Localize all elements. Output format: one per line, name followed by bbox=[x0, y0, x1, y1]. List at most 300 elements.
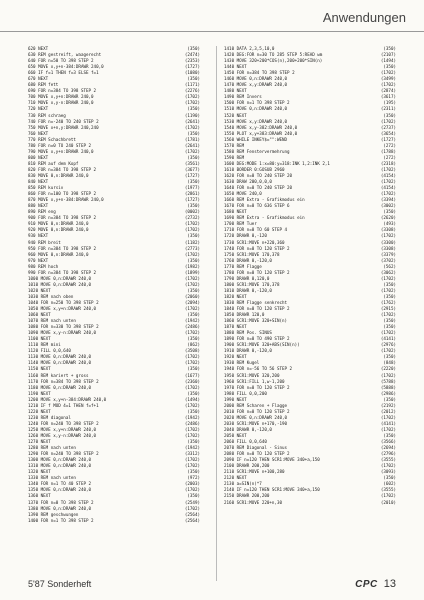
code-text: 1780 FOR n=0 TO 120 STEP 2 bbox=[224, 269, 290, 275]
code-text: 670 NEXT bbox=[28, 76, 49, 82]
checksum: (1702) bbox=[184, 330, 200, 336]
checksum: (1727) bbox=[184, 172, 200, 178]
checksum: (2353) bbox=[184, 58, 200, 64]
checksum: (3654) bbox=[380, 130, 396, 136]
listing-column-left bbox=[28, 46, 200, 524]
checksum: (1788) bbox=[380, 148, 396, 154]
code-text: 1860 SCR1:MOVE 320+SIN(n) bbox=[224, 318, 288, 324]
code-text: 1380 MOVE 0,n:DRAWR 240,0 bbox=[28, 505, 92, 511]
code-text: 2040 DRAWR 0,-120,0 bbox=[224, 426, 272, 432]
code-text: 1160 REM kariert + gross bbox=[28, 372, 89, 378]
code-text: 720 NEXT bbox=[28, 106, 49, 112]
checksum: (1494) bbox=[184, 396, 200, 402]
code-text: 1310 MOVE 0,n:DRAWR 240,0 bbox=[28, 463, 92, 469]
checksum: (1702) bbox=[184, 227, 200, 233]
checksum: (350) bbox=[187, 312, 200, 318]
checksum: (350) bbox=[187, 408, 200, 414]
footer-right bbox=[355, 578, 396, 590]
checksum: (3555) bbox=[380, 487, 396, 493]
checksum: (350) bbox=[187, 287, 200, 293]
code-text: 1430 MOVE 320+200*COS(n),200+200*SIN(n) bbox=[224, 58, 323, 64]
checksum: (1702) bbox=[380, 275, 396, 281]
code-text: 1590 REM bbox=[224, 154, 245, 160]
code-text: 1370 FOR n=0 TO 398 STEP 2 bbox=[28, 499, 94, 505]
checksum: (1702) bbox=[184, 275, 200, 281]
code-text: 800 NEXT bbox=[28, 154, 49, 160]
code-text: 1100 NEXT bbox=[28, 336, 51, 342]
checksum: (2486) bbox=[184, 324, 200, 330]
checksum: (2060) bbox=[184, 293, 200, 299]
checksum: (3702) bbox=[380, 257, 396, 263]
code-text: 660 IF f=1 THEN f=3 ELSE f=1 bbox=[28, 70, 99, 76]
checksum: (1702) bbox=[184, 94, 200, 100]
code-text: 1750 SCR1:MOVE 170,378 bbox=[224, 251, 280, 257]
code-text: 1510 MOVE 0,n:DRAWR 240,0 bbox=[224, 106, 288, 112]
code-text: 2140 IF n=120 THEN SCR1:MOVE 340+a,150 bbox=[224, 487, 320, 493]
checksum: (350) bbox=[383, 46, 396, 51]
checksum: (3617) bbox=[380, 94, 396, 100]
code-text: 2010 FOR n=0 TO 120 STEP 2 bbox=[224, 408, 290, 414]
checksum: (1702) bbox=[184, 306, 200, 312]
code-text: 850 REM kursiv bbox=[28, 185, 64, 191]
code-text: 820 FOR n=384 TO 398 STEP 2 bbox=[28, 166, 97, 172]
checksum: (2564) bbox=[184, 517, 200, 523]
checksum: (3555) bbox=[380, 457, 396, 463]
checksum: (1982) bbox=[184, 263, 200, 269]
checksum: (1702) bbox=[380, 348, 396, 354]
code-text: 1210 IF f MOD 4=1 THEN f=f+1 bbox=[28, 402, 99, 408]
code-text: 1170 FOR n=384 TO 398 STEP 2 bbox=[28, 378, 99, 384]
checksum: (350) bbox=[383, 64, 396, 70]
checksum: (848) bbox=[383, 360, 396, 366]
code-text: 700 MOVE x,y+n:DRAWR 240,0 bbox=[28, 94, 94, 100]
checksum: (3308) bbox=[380, 245, 396, 251]
code-text: 1260 MOVE x,y-n:DRAWR 240,0 bbox=[28, 433, 97, 438]
code-text: 1740 FOR n=0 TO 120 STEP 2 bbox=[224, 245, 290, 251]
checksum: (5788) bbox=[380, 378, 396, 384]
header-rule bbox=[0, 31, 424, 32]
checksum: (1942) bbox=[184, 414, 200, 420]
checksum: (350) bbox=[383, 293, 396, 299]
code-text: 1280 REM nach unten bbox=[28, 445, 76, 451]
checksum: (5888) bbox=[380, 384, 396, 390]
checksum: (1727) bbox=[184, 64, 200, 70]
code-text: 1700 REM Tuer bbox=[224, 221, 257, 227]
code-text: 2100 DRAWR 200,200 bbox=[224, 463, 270, 469]
code-text: 1120 FILL 0,0,640 bbox=[28, 348, 71, 354]
code-text: 1050 MOVE x,y+n:DRAWR 240,0 bbox=[28, 306, 97, 312]
checksum: (2915) bbox=[380, 306, 396, 312]
code-text: 630 REM gestreift, waagerecht bbox=[28, 52, 102, 58]
code-text: 760 NEXT bbox=[28, 130, 49, 136]
checksum: (1702) bbox=[184, 100, 200, 106]
code-text: 1490 REM Invers bbox=[224, 94, 262, 100]
code-text: 1670 FOR n=0 TO 636 STEP 6 bbox=[224, 203, 290, 209]
code-text: 1390 REM geschwungen bbox=[28, 511, 79, 517]
checksum: (1977) bbox=[184, 185, 200, 191]
code-text: 1760 DRAWR 0,-120,0 bbox=[224, 257, 272, 263]
checksum: (1702) bbox=[380, 70, 396, 76]
code-text: 2050 NEXT bbox=[224, 433, 247, 438]
checksum: (2220) bbox=[380, 366, 396, 372]
checksum: (2094) bbox=[184, 299, 200, 305]
code-text: 1230 REM diagonal bbox=[28, 414, 71, 420]
checksum: (2796) bbox=[380, 451, 396, 457]
checksum: (4141) bbox=[380, 420, 396, 426]
code-text: 1140 MOVE 0,n:DRAWR 240,0 bbox=[28, 360, 92, 366]
code-text: 1630 DRAW 200,0,0,0 bbox=[224, 179, 272, 185]
checksum: (350) bbox=[187, 390, 200, 396]
checksum: (3561) bbox=[184, 160, 200, 166]
checksum: (1781) bbox=[184, 136, 200, 142]
code-text: 810 REM auf dem Kopf bbox=[28, 160, 79, 166]
checksum: (1762) bbox=[380, 299, 396, 305]
code-text: 1900 SCR1:MOVE 320+ABS(SIN(n)) bbox=[224, 342, 300, 348]
code-text: 1650 MOVE 240,0 bbox=[224, 191, 262, 197]
checksum: (2012) bbox=[380, 408, 396, 414]
code-text: 1540 MOVE x,y-382:DRAWR 240,0 bbox=[224, 124, 298, 130]
checksum: (1702) bbox=[380, 179, 396, 185]
checksum: (350) bbox=[187, 179, 200, 185]
checksum: (3566) bbox=[380, 439, 396, 445]
checksum: (493) bbox=[383, 221, 396, 227]
code-text: 870 MOVE x,y+n-384:DRAWR 240,0 bbox=[28, 197, 104, 203]
checksum: (1702) bbox=[184, 281, 200, 287]
checksum: (2311) bbox=[380, 106, 396, 112]
code-text: 1070 REM nach unten bbox=[28, 318, 76, 324]
checksum: (350) bbox=[383, 396, 396, 402]
checksum: (4141) bbox=[380, 336, 396, 342]
checksum: (562) bbox=[383, 263, 396, 269]
checksum: (1702) bbox=[184, 221, 200, 227]
checksum: (2732) bbox=[184, 215, 200, 221]
checksum: (1702) bbox=[184, 402, 200, 408]
code-text: 1470 MOVE x,y:DRAWR 240,0 bbox=[224, 82, 288, 88]
code-text: 2110 SCR1:MOVE n+100,280 bbox=[224, 469, 285, 475]
code-text: 1970 FOR n=0 TO 120 STEP 2 bbox=[224, 384, 290, 390]
code-text: 750 MOVE x+n,y:DRAWR 240,240 bbox=[28, 124, 99, 130]
code-text: 1940 FOR n=-56 TO 56 STEP 2 bbox=[224, 366, 293, 372]
checksum: (972) bbox=[187, 475, 200, 481]
code-text: 890 REM eng bbox=[28, 209, 56, 215]
checksum: (1702) bbox=[184, 487, 200, 493]
code-text: 1830 REM Flagge senkrecht bbox=[224, 299, 288, 305]
code-text: 1920 NEXT bbox=[224, 354, 247, 360]
code-text: 1360 NEXT bbox=[28, 493, 51, 499]
checksum: (2976) bbox=[380, 342, 396, 348]
code-text: 980 REM hoch bbox=[28, 263, 59, 269]
code-text: 860 FOR n=100 TO 398 STEP 2 bbox=[28, 191, 97, 197]
code-text: 1300 MOVE 0,n:DRAWR 240,0 bbox=[28, 457, 92, 463]
checksum: (3677) bbox=[184, 166, 200, 172]
checksum: (1702) bbox=[184, 457, 200, 463]
checksum: (350) bbox=[187, 336, 200, 342]
checksum: (1702) bbox=[380, 166, 396, 172]
checksum: (350) bbox=[187, 76, 200, 82]
code-text: 920 MOVE 0,n:DRAWR 240,0 bbox=[28, 227, 89, 233]
checksum: (3093) bbox=[380, 469, 396, 475]
code-text: 1720 DRAWR 0,-120 bbox=[224, 233, 267, 239]
code-text: 1090 MOVE x,y-n:DRAWR 240,0 bbox=[28, 330, 97, 336]
code-text: 2150 DRAWR 200,200 bbox=[224, 493, 270, 499]
checksum: (2773) bbox=[184, 245, 200, 251]
checksum: (350) bbox=[187, 439, 200, 445]
checksum: (350) bbox=[187, 233, 200, 239]
checksum: (2107) bbox=[380, 52, 396, 58]
code-text: 1800 SCR1:MOVE 170,378 bbox=[224, 281, 280, 287]
checksum: (350) bbox=[187, 154, 200, 160]
checksum: (350) bbox=[383, 354, 396, 360]
checksum: (195) bbox=[383, 100, 396, 106]
code-text: 1020 NEXT bbox=[28, 287, 51, 293]
checksum: (1702) bbox=[380, 191, 396, 197]
checksum: (350) bbox=[187, 130, 200, 136]
code-text: 690 FOR n=384 TO 398 STEP 2 bbox=[28, 88, 97, 94]
checksum: (1702) bbox=[184, 505, 200, 511]
checksum: (2641) bbox=[184, 142, 200, 148]
checksum: (2620) bbox=[380, 215, 396, 221]
checksum: (1190) bbox=[184, 112, 200, 118]
code-text: 1180 MOVE 0,n:DRAWR 240,0 bbox=[28, 384, 92, 390]
checksum: (1702) bbox=[184, 426, 200, 432]
checksum: (1702) bbox=[380, 330, 396, 336]
code-text: 960 MOVE 0,n:DRAWR 240,0 bbox=[28, 251, 89, 257]
checksum: (2360) bbox=[184, 378, 200, 384]
code-text: 940 REM breit bbox=[28, 239, 61, 245]
code-text: 1030 REM nach oben bbox=[28, 293, 74, 299]
code-text: 950 FOR n=384 TO 398 STEP 2 bbox=[28, 245, 97, 251]
code-text: 1480 NEXT bbox=[224, 88, 247, 94]
checksum: (1677) bbox=[184, 372, 200, 378]
code-text: 1870 NEXT bbox=[224, 324, 247, 330]
checksum: (3002) bbox=[380, 203, 396, 209]
checksum: (3312) bbox=[184, 451, 200, 457]
issue-label: 5'87 Sonderheft bbox=[28, 579, 92, 589]
code-text: 910 MOVE 0,n:DRAWR 240,0 bbox=[28, 221, 89, 227]
code-text: 1320 NEXT bbox=[28, 469, 51, 475]
checksum: (1702) bbox=[184, 384, 200, 390]
code-text: 840 NEXT bbox=[28, 179, 49, 185]
code-text: 1950 SCR1:MOVE 320,200 bbox=[224, 372, 280, 378]
code-text: 1820 NEXT bbox=[224, 293, 247, 299]
checksum: (2010) bbox=[380, 499, 396, 505]
page-number: 13 bbox=[383, 578, 396, 590]
code-text: 1930 REM Kugel bbox=[224, 360, 260, 366]
checksum: (3394) bbox=[380, 197, 396, 203]
code-text: 1680 NEXT bbox=[224, 209, 247, 215]
code-text: 1040 FOR n=250 TO 398 STEP 2 bbox=[28, 299, 99, 305]
checksum: (2318) bbox=[380, 160, 396, 166]
checksum: (1702) bbox=[380, 233, 396, 239]
code-text: 970 NEXT bbox=[28, 257, 49, 263]
checksum: (1702) bbox=[380, 463, 396, 469]
code-text: 1420 DEG:FOR n=30 TO 285 STEP 5:READ wm bbox=[224, 52, 323, 58]
code-text: 1550 PLOT x,y+383:DRAWR 240,0 bbox=[224, 130, 298, 136]
checksum: (1702) bbox=[380, 426, 396, 432]
code-text: 2020 MOVE 0,n:DRAWR 240,0 bbox=[224, 414, 288, 420]
checksum: (1702) bbox=[380, 372, 396, 378]
checksum: (350) bbox=[383, 209, 396, 215]
listing-column-right bbox=[224, 46, 396, 506]
checksum: (2986) bbox=[380, 390, 396, 396]
checksum: (3062) bbox=[380, 269, 396, 275]
code-text: 1440 NEXT bbox=[224, 64, 247, 70]
checksum: (0002) bbox=[184, 209, 200, 215]
code-text: 880 NEXT bbox=[28, 203, 49, 209]
checksum: (350) bbox=[187, 469, 200, 475]
checksum: (1702) bbox=[380, 414, 396, 420]
code-text: 1200 MOVE x,y+n-384:DRAWR 240,0 bbox=[28, 396, 107, 402]
checksum: (1702) bbox=[184, 360, 200, 366]
code-text: 1560 WHILE INKEY$="":WEND bbox=[224, 136, 288, 142]
checksum: (2564) bbox=[184, 511, 200, 517]
code-text: 1190 NEXT bbox=[28, 390, 51, 396]
checksum: (2737) bbox=[380, 124, 396, 130]
checksum: (2003) bbox=[184, 481, 200, 487]
checksum: (3508) bbox=[184, 348, 200, 354]
code-text: 1640 FOR n=0 TO 240 STEP 20 bbox=[224, 185, 293, 191]
code-text: 1080 FOR n=330 TO 398 STEP 2 bbox=[28, 324, 99, 330]
code-text: 1600 DEG:MODE 1:x=80:y=318:INK 1,2:INK 2,1 bbox=[224, 160, 330, 166]
checksum: (1702) bbox=[380, 118, 396, 124]
checksum: (350) bbox=[383, 281, 396, 287]
code-text: 1460 MOVE 0,n:DRAWR 240,0 bbox=[224, 76, 288, 82]
checksum: (3308) bbox=[380, 227, 396, 233]
code-text: 1910 DRAWR 0,-120,0 bbox=[224, 348, 272, 354]
checksum: (350) bbox=[383, 112, 396, 118]
code-text: 1810 DRAWR 0,-120,0 bbox=[224, 287, 272, 293]
code-text: 1500 FOR n=1 TO 398 STEP 2 bbox=[224, 100, 290, 106]
checksum: (1702) bbox=[380, 82, 396, 88]
cpc-logo: CPC bbox=[355, 579, 378, 590]
checksum: (2474) bbox=[184, 52, 200, 58]
checksum: (1702) bbox=[380, 287, 396, 293]
code-text: 900 FOR n=384 TO 398 STEP 2 bbox=[28, 215, 97, 221]
code-text: 830 MOVE 0,n:DRAWR 240,0 bbox=[28, 172, 89, 178]
code-text: 1330 REM nach unten bbox=[28, 475, 76, 481]
code-text: 790 MOVE x,y+n:DRAWR 240,0 bbox=[28, 148, 94, 154]
column-divider bbox=[216, 46, 217, 581]
checksum: (862) bbox=[187, 342, 200, 348]
code-text: 1400 FOR n=1 TO 398 STEP 2 bbox=[28, 517, 94, 523]
code-text: 2060 FILL 0,0,640 bbox=[224, 439, 267, 445]
checksum: (272) bbox=[383, 154, 396, 160]
code-text: 740 FOR n=-240 TO 240 STEP 2 bbox=[28, 118, 99, 124]
checksum: (1171) bbox=[184, 82, 200, 88]
code-text: 1130 MOVE 0,n:DRAWR 240,0 bbox=[28, 354, 92, 360]
code-text: 1340 FOR n=1 TO 40 STEP 2 bbox=[28, 481, 92, 487]
code-text: 1840 FOR n=0 TO 120 STEP 2 bbox=[224, 306, 290, 312]
checksum: (1182) bbox=[184, 239, 200, 245]
code-text: 1010 MOVE 0,n:DRAWR 240,0 bbox=[28, 281, 92, 287]
code-text: 1690 REM Extra - Grafikmodus ein bbox=[224, 215, 305, 221]
checksum: (350) bbox=[187, 366, 200, 372]
code-text: 2000 REM Scharen + Flagge bbox=[224, 402, 288, 408]
checksum: (3300) bbox=[380, 239, 396, 245]
checksum: (1702) bbox=[380, 493, 396, 499]
checksum: (2276) bbox=[184, 88, 200, 94]
code-text: 1530 MOVE x,y:DRAWR 240,0 bbox=[224, 118, 288, 124]
checksum: (1702) bbox=[184, 433, 200, 438]
checksum: (350) bbox=[383, 318, 396, 324]
checksum: (4154) bbox=[380, 185, 396, 191]
code-text: 1850 DRAWR 120,0 bbox=[224, 312, 265, 318]
code-text: 1890 FOR n=0 TO 490 STEP 2 bbox=[224, 336, 290, 342]
code-text: 1960 SCR1:FILL 1,w-1,200 bbox=[224, 378, 285, 384]
code-text: 640 FOR n=50 TO 398 STEP 2 bbox=[28, 58, 94, 64]
code-line bbox=[28, 518, 200, 524]
checksum: (1702) bbox=[184, 124, 200, 130]
checksum: (350) bbox=[383, 475, 396, 481]
code-text: 2080 FOR n=0 TO 120 STEP 2 bbox=[224, 451, 290, 457]
checksum: (2192) bbox=[380, 402, 396, 408]
checksum: (2874) bbox=[380, 88, 396, 94]
code-text: 1250 MOVE x,y+n:DRAWR 240,0 bbox=[28, 426, 97, 432]
code-text: 1660 REM Extra - Grafikmodus ein bbox=[224, 197, 305, 203]
checksum: (272) bbox=[383, 142, 396, 148]
code-text: 1110 REM mini bbox=[28, 342, 61, 348]
checksum: (350) bbox=[187, 106, 200, 112]
page-footer bbox=[28, 578, 396, 590]
checksum: (1080) bbox=[184, 70, 200, 76]
checksum: (1942) bbox=[184, 318, 200, 324]
code-text: 1270 NEXT bbox=[28, 439, 51, 445]
code-text: 1150 NEXT bbox=[28, 366, 51, 372]
checksum: (2549) bbox=[184, 499, 200, 505]
checksum: (350) bbox=[187, 46, 200, 51]
code-text: 1570 REM bbox=[224, 142, 245, 148]
checksum: (1942) bbox=[184, 445, 200, 451]
checksum: (602) bbox=[383, 481, 396, 487]
code-text: 2090 IF n=120 THEN SCR1:MOVE 340+a,150 bbox=[224, 457, 320, 463]
code-text: 780 FOR n=0 TO 240 STEP 2 bbox=[28, 142, 92, 148]
checksum: (2641) bbox=[184, 118, 200, 124]
checksum: (1702) bbox=[184, 354, 200, 360]
code-text: 1790 DRAWR 0,120,0 bbox=[224, 275, 270, 281]
checksum: (3499) bbox=[380, 76, 396, 82]
code-text: 2070 REM Diagonal - Sinus bbox=[224, 445, 288, 451]
checksum: (350) bbox=[187, 203, 200, 209]
code-text: 1620 FOR n=0 TO 240 STEP 20 bbox=[224, 172, 293, 178]
checksum: (1727) bbox=[380, 136, 396, 142]
code-text: 1240 FOR n=240 TO 398 STEP 2 bbox=[28, 420, 99, 426]
checksum: (4154) bbox=[380, 172, 396, 178]
code-text: 730 REM schraeg bbox=[28, 112, 66, 118]
checksum: (1899) bbox=[184, 269, 200, 275]
code-line bbox=[224, 500, 396, 506]
code-text: 1520 NEXT bbox=[224, 112, 247, 118]
code-text: 1450 FOR n=384 TO 398 STEP 2 bbox=[224, 70, 295, 76]
checksum: (1494) bbox=[380, 58, 396, 64]
code-text: 1350 MOVE 0,n:DRAWR 240,0 bbox=[28, 487, 92, 493]
code-text: 710 MOVE x,y-n:DRAWR 240,0 bbox=[28, 100, 94, 106]
code-text: 930 NEXT bbox=[28, 233, 49, 239]
code-text: 990 FOR n=384 TO 398 STEP 2 bbox=[28, 269, 97, 275]
code-text: 1610 BORDER 0:GOSUB 2960 bbox=[224, 166, 285, 172]
code-text: 1730 SCR1:MOVE n+220,360 bbox=[224, 239, 285, 245]
checksum: (350) bbox=[383, 324, 396, 330]
code-text: 650 MOVE x,y+n-384:DRAWR 240,0 bbox=[28, 64, 104, 70]
checksum: (3379) bbox=[380, 251, 396, 257]
checksum: (2694) bbox=[380, 445, 396, 451]
code-text: 1000 MOVE 0,n:DRAWR 240,0 bbox=[28, 275, 92, 281]
code-text: 1990 NEXT bbox=[224, 396, 247, 402]
checksum: (1727) bbox=[184, 197, 200, 203]
code-text: 1410 DATA 2,3,5,10,0 bbox=[224, 46, 275, 51]
code-text: 2120 NEXT bbox=[224, 475, 247, 481]
code-text: 1710 FOR n=0 TO 60 STEP 4 bbox=[224, 227, 288, 233]
code-text: 1290 FOR n=240 TO 398 STEP 2 bbox=[28, 451, 99, 457]
